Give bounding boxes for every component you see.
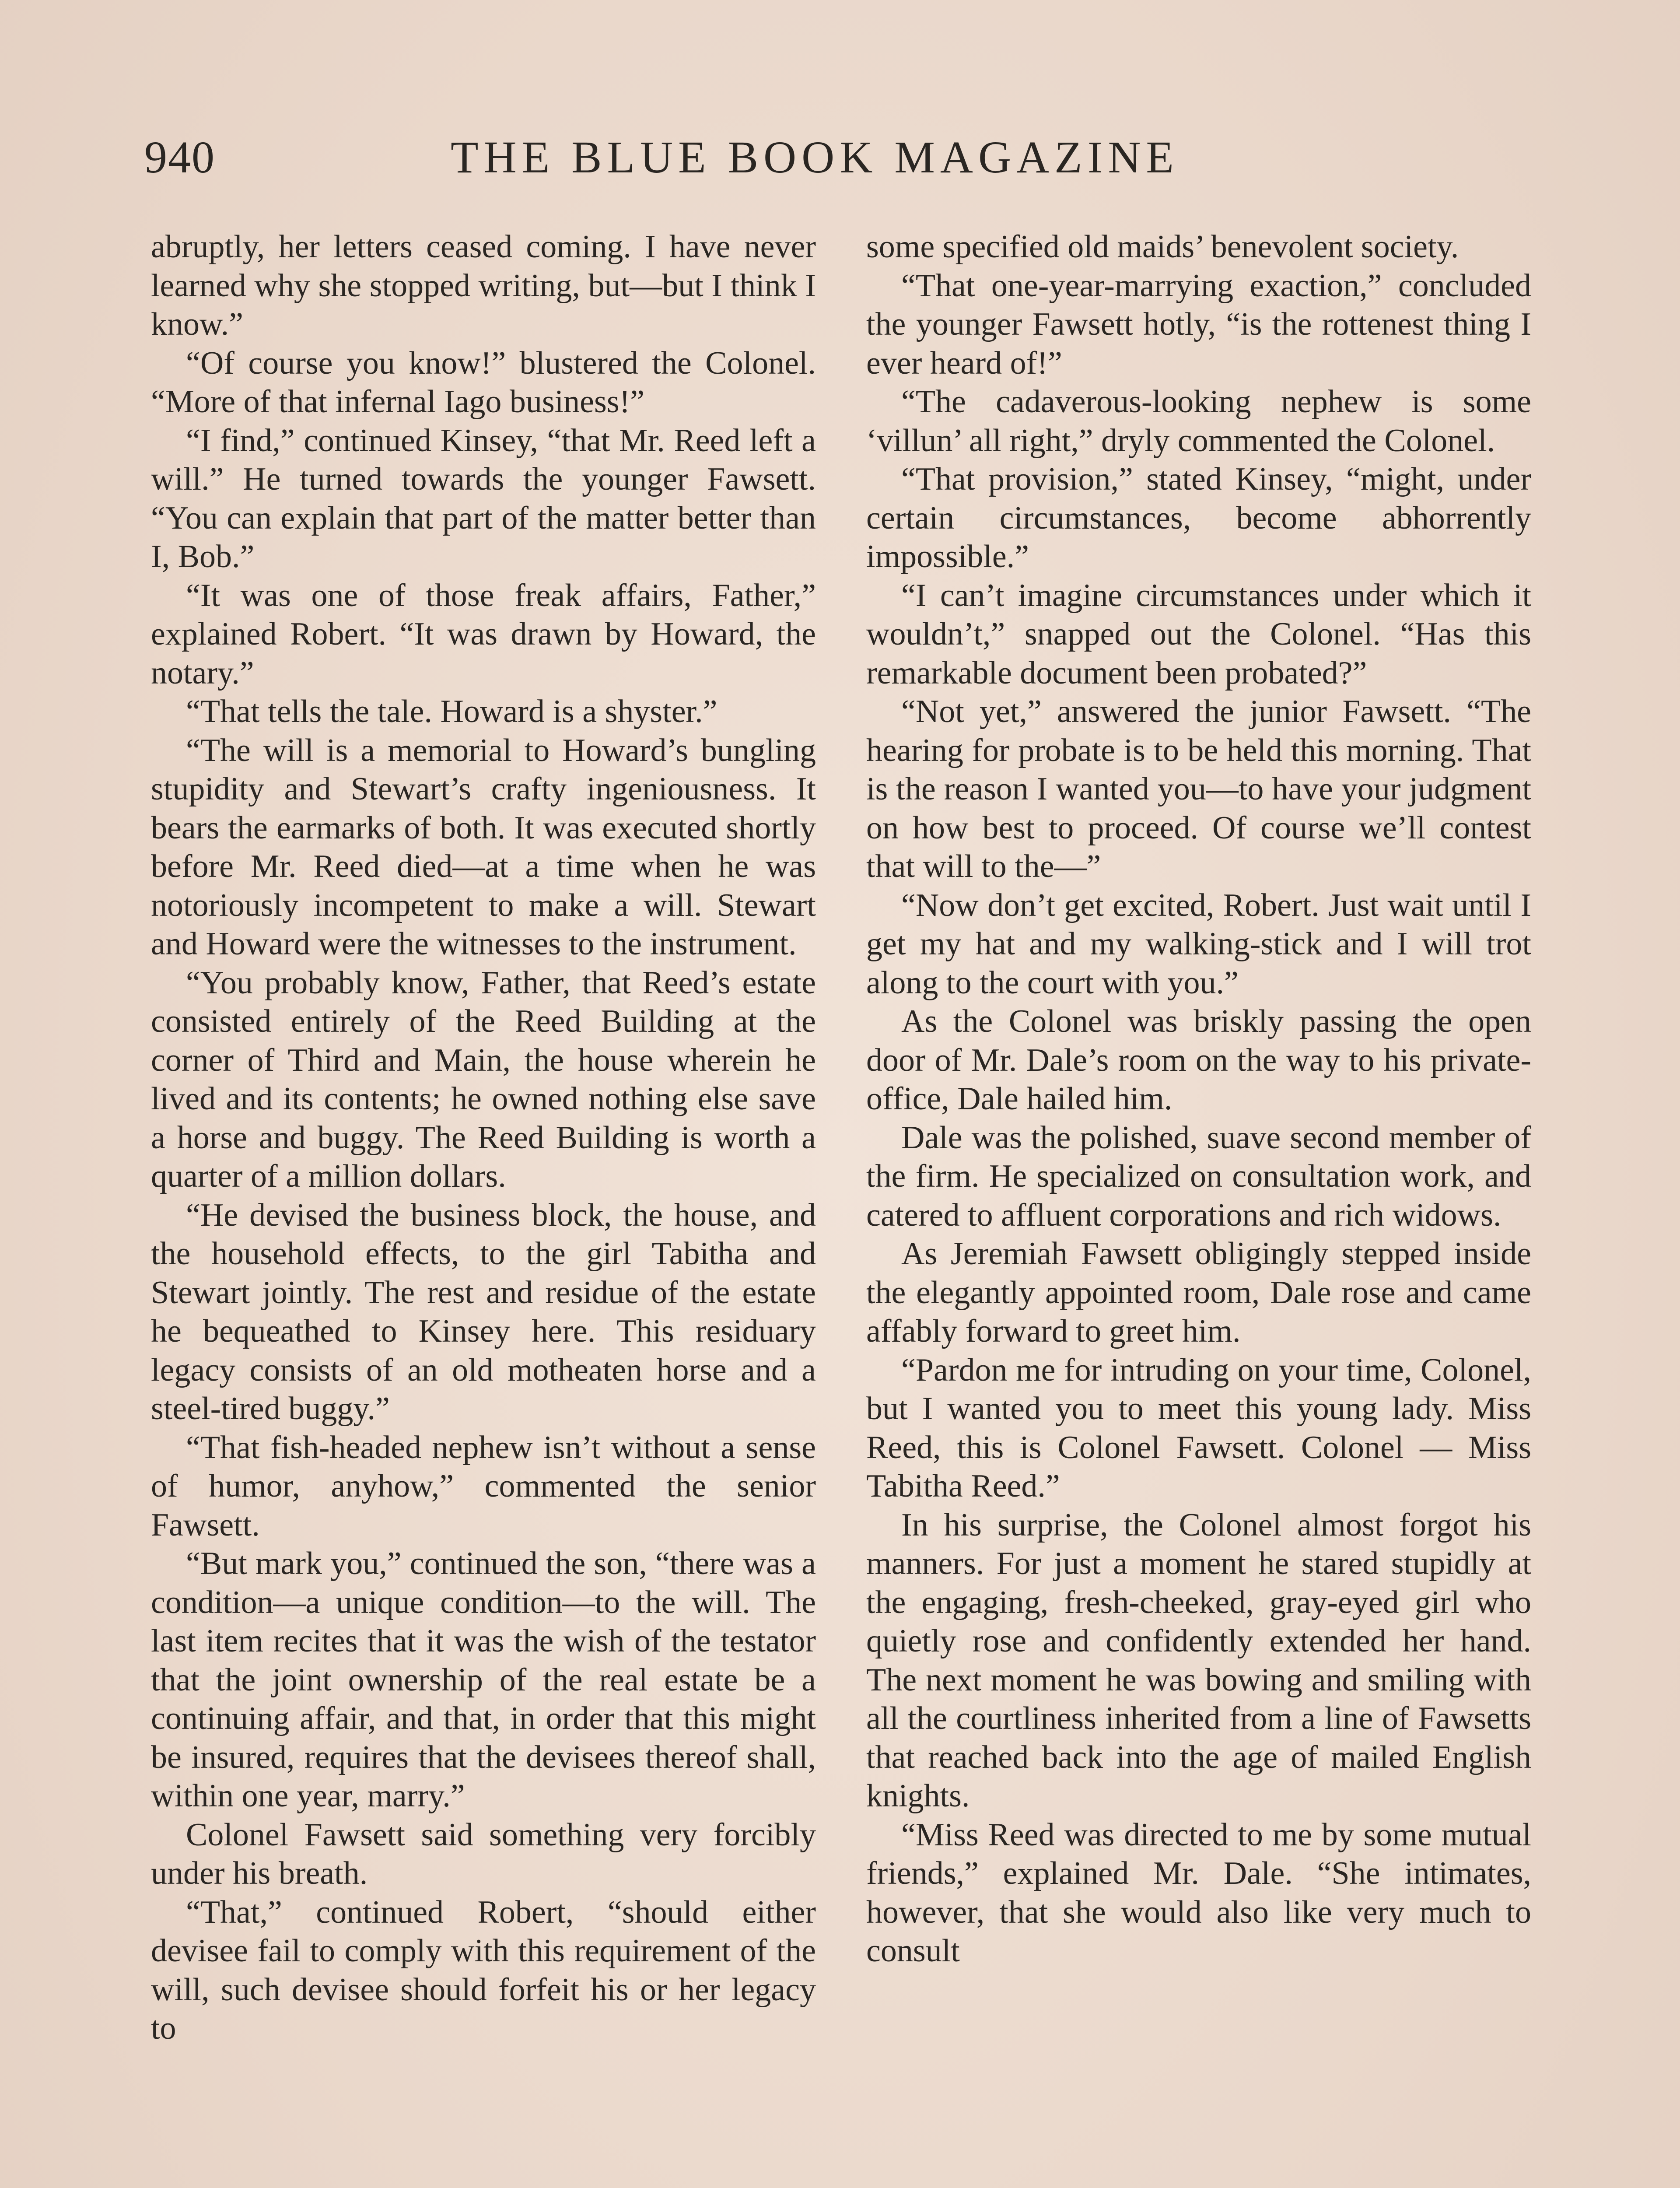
paragraph: As the Colonel was briskly passing the open door of Mr. Dale’s room on the way to his private-office, Dale hailed him.: [866, 1003, 1531, 1117]
paragraph: “I can’t imagine circumstances under which it wouldn’t,” snapped out the Colonel. “Has this remarkable document been probated?”: [866, 577, 1531, 691]
paragraph: “It was one of those freak affairs, Father,” explained Robert. “It was drawn by Howard, the notary.”: [151, 577, 816, 691]
paragraph: “You probably know, Father, that Reed’s estate consisted entirely of the Reed Building at the corner of Third and Main, the house wherein he lived and its contents; he owned nothing else save a horse and buggy. The Reed Building is worth a quarter of a million dollars.: [151, 964, 816, 1194]
paragraph: “The will is a memorial to Howard’s bungling stupidity and Stewart’s crafty ingeniousness. It bears the earmarks of both. It was executed shortly before Mr. Reed died—at a time when he was notoriously incompetent to make a will. Stewart and Howard were the witnesses to the instrument.: [151, 732, 816, 962]
paragraph: “That provision,” stated Kinsey, “might, under certain circumstances, become abhorrently impossible.”: [866, 461, 1531, 575]
paragraph: “Now don’t get excited, Robert. Just wait until I get my hat and my walking-stick and I will trot along to the court with you.”: [866, 887, 1531, 1001]
paragraph: In his surprise, the Colonel almost forgot his manners. For just a moment he stared stupidly at the engaging, fresh-cheeked, gray-eyed girl who quietly rose and confidently extended her hand. The next moment he was bowing and smiling with all the courtliness inherited from a line of Fawsetts that reached back into the age of mailed English knights.: [866, 1507, 1531, 1814]
paragraph: “I find,” continued Kinsey, “that Mr. Reed left a will.” He turned towards the younger Fawsett. “You can explain that part of the matter better than I, Bob.”: [151, 422, 816, 575]
paragraph: “The cadaverous-looking nephew is some ‘villun’ all right,” dryly commented the Colonel.: [866, 384, 1531, 459]
paragraph: As Jeremiah Fawsett obligingly stepped inside the elegantly appointed room, Dale rose and came affably forward to greet him.: [866, 1236, 1531, 1349]
paragraph: “But mark you,” continued the son, “there was a condition—a unique condition—to the will. The last item recites that it was the wish of the testator that the joint ownership of the real estate be a continuing affair, and that, in order that this might be insured, requires that the devisees thereof shall, within one year, marry.”: [151, 1546, 816, 1814]
paragraph: “That tells the tale. Howard is a shyster.”: [186, 694, 718, 729]
page-header: [144, 127, 1536, 188]
text-column-right: [866, 228, 1531, 1971]
paragraph: Dale was the polished, suave second member of the firm. He specialized on consultation work, and catered to affluent corporations and rich widows.: [866, 1119, 1531, 1233]
magazine-title: THE BLUE BOOK MAGAZINE: [451, 132, 1179, 182]
paragraph: “Pardon me for intruding on your time, Colonel, but I wanted you to meet this young lady. Miss Reed, this is Colonel Fawsett. Colonel — Miss Tabitha Reed.”: [866, 1352, 1531, 1504]
paragraph: “Miss Reed was directed to me by some mutual friends,” explained Mr. Dale. “She intimates, however, that she would also like very much to consult: [866, 1816, 1531, 1969]
paragraph: “That fish-headed nephew isn’t without a sense of humor, anyhow,” commented the senior Fawsett.: [151, 1429, 816, 1543]
paragraph: some specified old maids’ benevolent society.: [866, 229, 1459, 265]
paragraph: Colonel Fawsett said something very forcibly under his breath.: [151, 1816, 816, 1891]
page-number: 940: [144, 132, 215, 182]
text-column-left: [151, 228, 816, 2048]
paragraph: “That one-year-marrying exaction,” concluded the younger Fawsett hotly, “is the rottenest thing I ever heard of!”: [866, 267, 1531, 381]
paragraph: “Not yet,” answered the junior Fawsett. “The hearing for probate is to be held this morning. That is the reason I wanted you—to have your judgment on how best to proceed. Of course we’ll contest that will to the—”: [866, 694, 1531, 884]
paragraph: “Of course you know!” blustered the Colonel. “More of that infernal Iago business!”: [151, 345, 816, 420]
paragraph: abruptly, her letters ceased coming. I have never learned why she stopped writing, but—but I think I know.”: [151, 229, 816, 342]
paragraph: “He devised the business block, the house, and the household effects, to the girl Tabitha and Stewart jointly. The rest and residue of the estate he bequeathed to Kinsey here. This residuary legacy consists of an old motheaten horse and a steel-tired buggy.”: [151, 1197, 816, 1427]
paragraph: “That,” continued Robert, “should either devisee fail to comply with this requirement of the will, such devisee should forfeit his or her legacy to: [151, 1894, 816, 2046]
